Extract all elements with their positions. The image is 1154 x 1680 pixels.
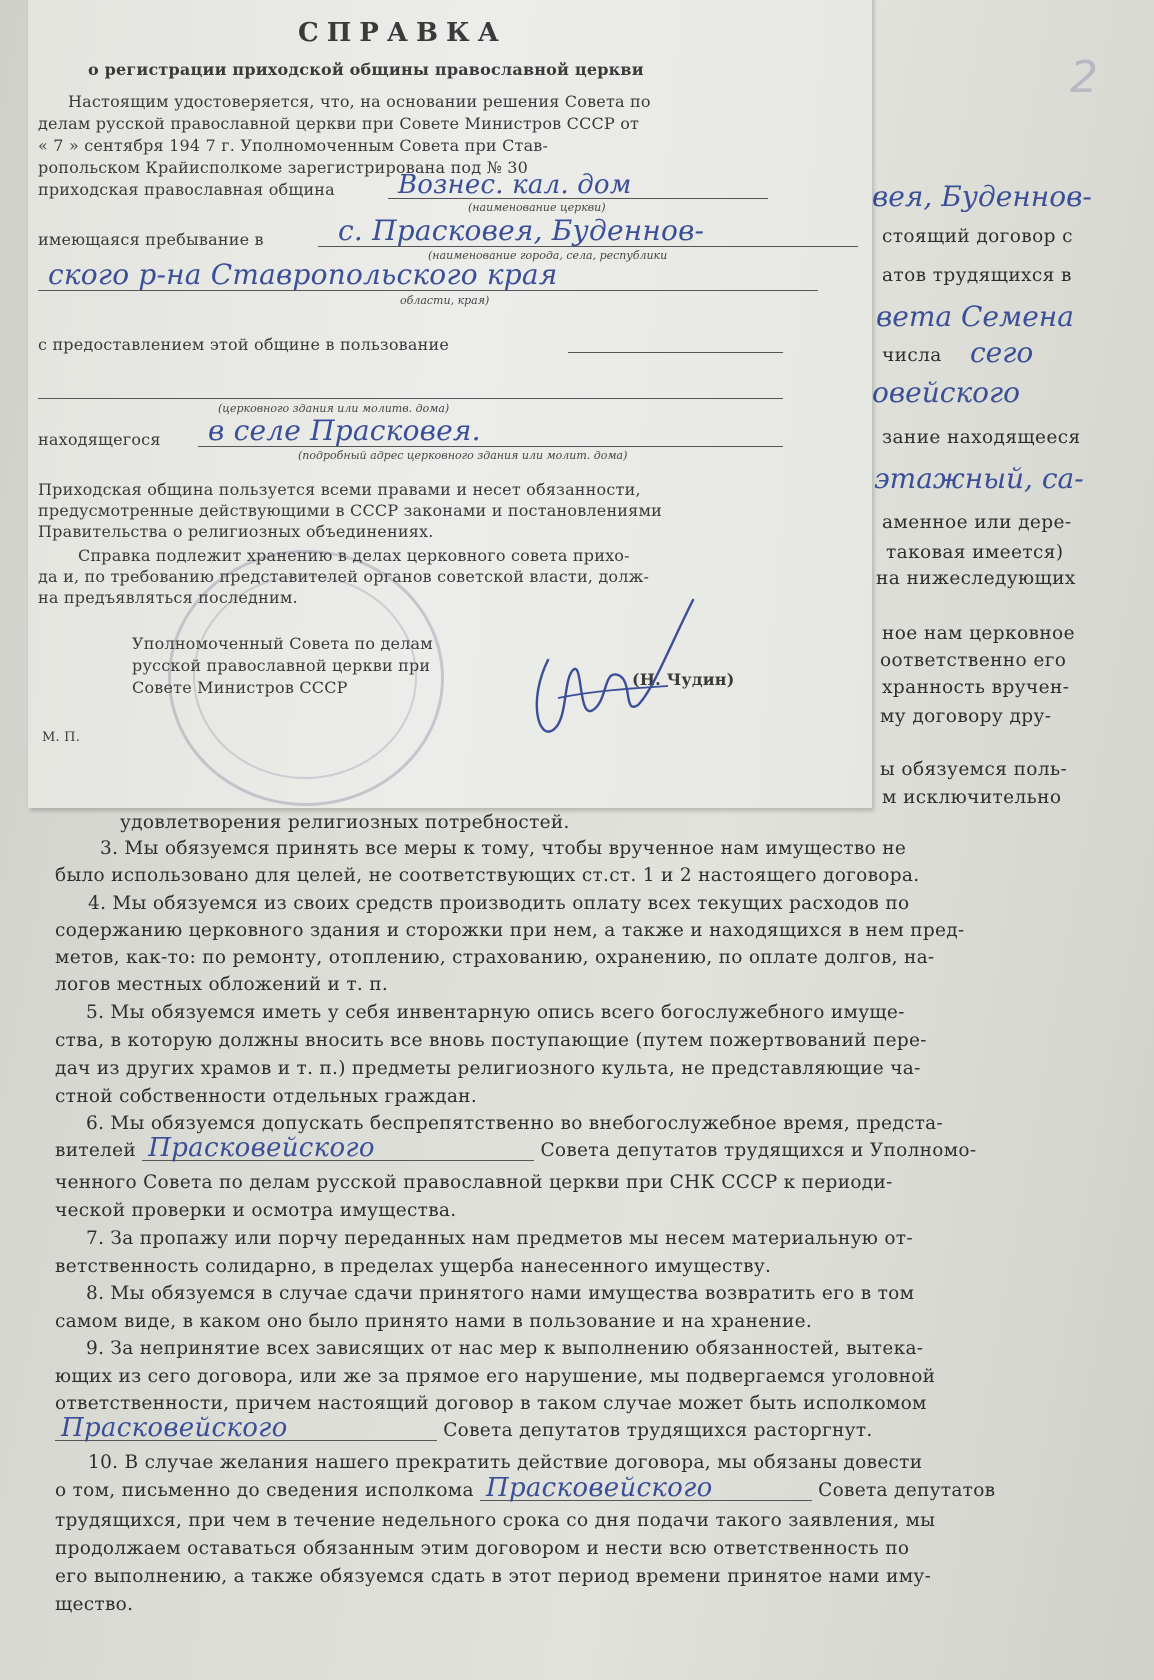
contract-text: о том, письменно до сведения исполкома xyxy=(55,1480,474,1501)
certificate-text: « 7 » сентября 194 7 г. Уполномоченным Совета при Став- xyxy=(38,136,549,155)
contract-text: вителей xyxy=(55,1140,137,1161)
certificate-text: приходская православная община xyxy=(38,180,335,199)
location-underline xyxy=(318,246,858,247)
certificate-text: Приходская община пользуется всеми правами и несет обязанности, xyxy=(38,480,641,499)
contract-fragment: ное нам церковное xyxy=(882,623,1075,644)
contract-fragment: оответственно его xyxy=(880,650,1067,671)
contract-line: стной собственности отдельных граждан. xyxy=(55,1086,477,1107)
certificate-text: ропольском Крайисполкоме зарегистрирована под № 30 xyxy=(38,158,528,177)
certificate-text: Справка подлежит хранению в делах церковного совета прихо- xyxy=(78,546,630,565)
contract-fragment: ы обязуемся поль- xyxy=(880,759,1068,780)
contract-line: самом виде, в каком оно было принято нами в пользование и на хранение. xyxy=(55,1311,813,1332)
contract-fragment: вета Семена xyxy=(876,300,1074,333)
signer-title: Совете Министров СССР xyxy=(132,678,348,697)
certificate-text: предусмотренные действующими в СССР законами и постановлениями xyxy=(38,501,662,520)
contract-line: было использовано для целей, не соответствующих ст.ст. 1 и 2 настоящего договора. xyxy=(55,865,920,886)
contract-line: 6. Мы обязуемся допускать беспрепятственно во внебогослужебное время, предста- xyxy=(86,1113,944,1134)
certificate-text: да и, по требованию представителей органов советской власти, долж- xyxy=(38,567,650,586)
contract-line: 5. Мы обязуемся иметь у себя инвентарную опись всего богослужебного имуще- xyxy=(86,1002,905,1023)
contract-fragment: стоящий договор с xyxy=(882,226,1073,247)
certificate-title: СПРАВКА xyxy=(298,18,507,48)
field-caption: (наименование церкви) xyxy=(468,201,606,214)
contract-line xyxy=(55,1413,1095,1443)
handwritten-location: с. Прасковея, Буденнов- xyxy=(338,214,705,247)
contract-line: содержанию церковного здания и сторожки при нем, а также и находящихся в нем пред- xyxy=(55,920,965,941)
handwritten-council-name: Прасковейского xyxy=(55,1416,437,1441)
contract-line: его выполнению, а также обязуемся сдать в этот период времени принятое нами иму- xyxy=(55,1566,932,1587)
provision-underline xyxy=(568,352,783,353)
contract-line: логов местных обложений и т. п. xyxy=(55,974,389,995)
contract-line: ветственность солидарно, в пределах ущерба нанесенного имуществу. xyxy=(55,1256,772,1277)
contract-fragment: овейского xyxy=(872,376,1021,409)
signer-name: (Н. Чудин) xyxy=(632,670,735,689)
contract-fragment: на нижеследующих xyxy=(876,568,1076,589)
contract-line: ответственности, причем настоящий договор в таком случае может быть исполкомом xyxy=(55,1393,927,1414)
building-underline xyxy=(38,398,783,399)
contract-line: продолжаем оставаться обязанным этим договором и нести всю ответственность по xyxy=(55,1538,910,1559)
contract-line: удовлетворения религиозных потребностей. xyxy=(120,812,570,833)
handwritten-council-name: Прасковейского xyxy=(142,1136,534,1161)
certificate-subtitle: о регистрации приходской общины православной церкви xyxy=(88,60,644,79)
contract-line: 10. В случае желания нашего прекратить действие договора, мы обязаны довести xyxy=(88,1452,923,1473)
registration-certificate xyxy=(28,0,872,808)
contract-fragment: таковая имеется) xyxy=(886,542,1064,563)
field-caption: (наименование города, села, республики xyxy=(428,249,668,262)
contract-fragment: этажный, са- xyxy=(874,462,1084,495)
certificate-text: имеющаяся пребывание в xyxy=(38,230,264,249)
location-underline-2 xyxy=(38,290,818,291)
contract-fragment: аменное или дере- xyxy=(882,512,1072,533)
certificate-text: делам русской православной церкви при Совете Министров СССР от xyxy=(38,114,640,133)
contract-text: Совета депутатов трудящихся и Уполномо- xyxy=(540,1140,977,1161)
page-number-2: 2 xyxy=(1070,52,1098,103)
contract-fragment: хранность вручен- xyxy=(882,677,1070,698)
seal-label: М. П. xyxy=(42,730,81,745)
contract-line: ющих из сего договора, или же за прямое его нарушение, мы подвергаемся уголовной xyxy=(55,1366,936,1387)
contract-line xyxy=(55,1133,1095,1163)
contract-line: щество. xyxy=(55,1594,134,1615)
handwritten-address: в селе Прасковея. xyxy=(208,414,481,447)
contract-text: Совета депутатов xyxy=(818,1480,996,1501)
certificate-text: Правительства о религиозных объединениях. xyxy=(38,522,434,541)
contract-fragment: му договору дру- xyxy=(880,706,1052,727)
community-underline xyxy=(388,198,768,199)
contract-line: 4. Мы обязуемся из своих средств производить оплату всех текущих расходов по xyxy=(88,893,910,914)
contract-line: дач из других храмов и т. п.) предметы религиозного культа, не представляющие ча- xyxy=(55,1058,921,1079)
certificate-text: находящегося xyxy=(38,430,161,449)
contract-fragment: зание находящееся xyxy=(882,427,1081,448)
certificate-text: на предъявляться последним. xyxy=(38,588,298,607)
contract-line: трудящихся, при чем в течение недельного срока со дня подачи такого заявления, мы xyxy=(55,1510,936,1531)
signer-title: русской православной церкви при xyxy=(132,656,431,675)
contract-text: Совета депутатов трудящихся расторгнут. xyxy=(443,1420,873,1441)
contract-fragment: сего xyxy=(970,336,1034,369)
contract-line: 9. За непринятие всех зависящих от нас мер к выполнению обязанностей, вытека- xyxy=(86,1338,924,1359)
contract-line: ческой проверки и осмотра имущества. xyxy=(55,1200,457,1221)
contract-line: ства, в которую должны вносить все вновь поступающие (путем пожертвований пере- xyxy=(55,1030,927,1051)
contract-line: 7. За пропажу или порчу переданных нам предметов мы несем материальную от- xyxy=(86,1228,913,1249)
contract-fragment: вея, Буденнов- xyxy=(872,180,1092,213)
field-caption: области, края) xyxy=(400,294,490,307)
contract-fragment: атов трудящихся в xyxy=(882,265,1072,286)
contract-line: ченного Совета по делам русской православной церкви при СНК СССР к периоди- xyxy=(55,1172,893,1193)
contract-line: 8. Мы обязуемся в случае сдачи принятого нами имущества возвратить его в том xyxy=(86,1283,915,1304)
contract-fragment: м исключительно xyxy=(882,787,1062,808)
field-caption: (церковного здания или молитв. дома) xyxy=(218,402,450,415)
contract-line xyxy=(55,1473,1095,1503)
handwritten-location-continued: ского р-на Ставропольского края xyxy=(48,258,558,291)
handwritten-council-name: Прасковейского xyxy=(480,1476,812,1501)
contract-line: 3. Мы обязуемся принять все меры к тому, чтобы врученное нам имущество не xyxy=(100,838,907,859)
certificate-text: с предоставлением этой общине в пользование xyxy=(38,335,450,354)
contract-line: метов, как-то: по ремонту, отоплению, страхованию, охранению, по оплате долгов, на- xyxy=(55,947,935,968)
signer-title: Уполномоченный Совета по делам xyxy=(132,634,433,653)
field-caption: (подробный адрес церковного здания или молит. дома) xyxy=(298,449,628,462)
handwritten-community-name: Вознес. кал. дом xyxy=(398,170,632,200)
handwritten-signature xyxy=(518,590,718,750)
contract-fragment: числа xyxy=(882,345,942,366)
address-underline xyxy=(198,446,783,447)
certificate-text: Настоящим удостоверяется, что, на основании решения Совета по xyxy=(68,92,651,111)
